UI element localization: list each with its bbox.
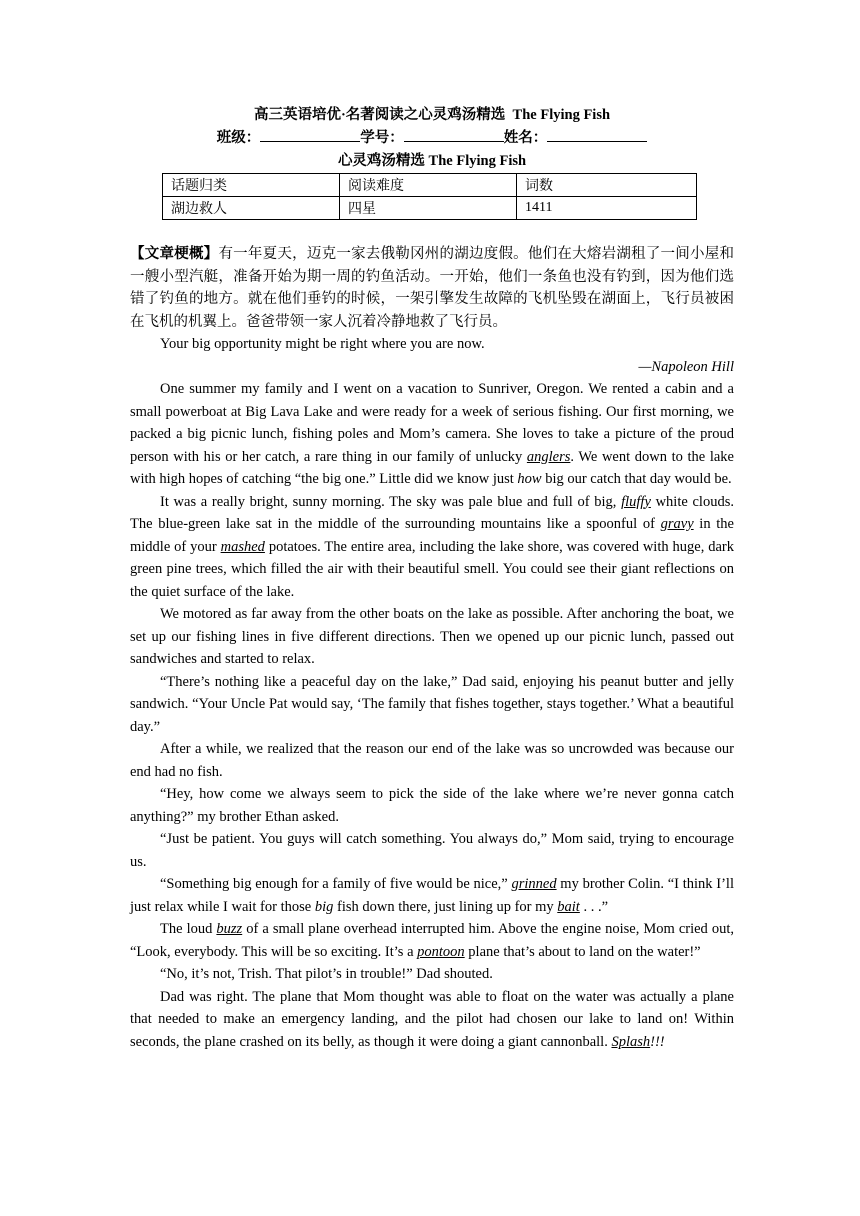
paragraph: The loud buzz of a small plane overhead interrupted him. Above the engine noise, Mom cried out, “Look, everybody. This will be so exciting. It’s a pontoon plane that’s about to land on the water!” — [130, 921, 734, 960]
table-header-cell: 阅读难度 — [340, 174, 517, 197]
paragraph: “Something big enough for a family of five would be nice,” grinned my brother Colin. “I think I’ll just relax while I wait for those big fish down there, just lining up for my bait . . .” — [130, 876, 734, 915]
table-header-cell: 词数 — [517, 174, 697, 197]
student-info-line — [130, 127, 734, 150]
table-row — [163, 174, 697, 197]
vocab-word: mashed — [220, 538, 265, 555]
epigraph-attribution: —Napoleon Hill — [638, 358, 734, 375]
paragraph: We motored as far away from the other boats on the lake as possible. After anchoring the boat, we set up our fishing lines in five different directions. Then we opened up our picnic lunch, passed out sandwiches and started to relax. — [130, 606, 734, 667]
id-label: 学号： — [360, 130, 404, 146]
paragraph: After a while, we realized that the reason our end of the lake was so uncrowded was because our end had no fish. — [130, 741, 734, 780]
table-cell: 湖边救人 — [163, 197, 340, 220]
table-row — [163, 197, 697, 220]
class-label: 班级： — [216, 130, 261, 146]
vocab-word: Splash — [611, 1033, 651, 1050]
paragraph: “No, it’s not, Trish. That pilot’s in trouble!” Dad shouted. — [160, 966, 493, 982]
table-header-cell: 话题归类 — [163, 174, 340, 197]
name-blank[interactable] — [547, 127, 647, 142]
table-cell: 四星 — [340, 197, 517, 220]
summary-label: 【文章梗概】 — [130, 246, 219, 262]
paragraph: “There’s nothing like a peaceful day on the lake,” Dad said, enjoying his peanut butter and jelly sandwich. “Your Uncle Pat would say, ‘The family that fishes together, stays together.’ What a beautiful day.” — [130, 673, 734, 735]
paragraph: One summer my family and I went on a vacation to Sunriver, Oregon. We rented a cabin and a small powerboat at Big Lava Lake and were ready for a week of serious fishing. Our first morning, we packed a big picnic lunch, fishing poles and Mom’s camera. She loves to take a picture of the proud person with his or her catch, a rare thing in our family of unlucky anglers. We went down to the lake with high hopes of catching “the big one.” Little did we know just how big our catch that day would be. — [130, 381, 734, 487]
emphasis-word: big — [314, 898, 334, 915]
vocab-word: fluffy — [621, 493, 651, 510]
class-blank[interactable] — [260, 127, 360, 142]
document-title — [130, 104, 734, 127]
vocab-word: anglers — [526, 448, 571, 465]
vocab-word: gravy — [660, 516, 694, 532]
paragraph: Dad was right. The plane that Mom thought was able to float on the water was actually a plane that needed to make an emergency landing, and the pilot had chosen our lake to land on! Within seconds, the plane crashed on its belly, as though it were doing a giant cannonball. Splash!!! — [130, 988, 734, 1050]
title-english: The Flying Fish — [512, 107, 611, 123]
paragraph: “Just be patient. You guys will catch something. You always do,” Mom said, trying to encourage us. — [130, 831, 734, 870]
vocab-word: pontoon — [417, 943, 465, 960]
document-page — [130, 104, 734, 1053]
document-subtitle: 心灵鸡汤精选 The Flying Fish — [337, 153, 527, 169]
paragraph: It was a really bright, sunny morning. The sky was pale blue and full of big, fluffy white clouds. The blue-green lake sat in the middle of the surrounding mountains like a spoonful of gravy in the middle of your mashed potatoes. The entire area, including the lake shore, was covered with huge, dark green pine trees, which filled the air with their beautiful smell. You could see their giant reflections on the quiet surface of the lake. — [130, 493, 734, 600]
emphasis-word: how — [517, 471, 542, 487]
epigraph-quote: Your big opportunity might be right where you are now. — [160, 336, 485, 352]
summary-section — [130, 243, 734, 333]
info-table — [162, 173, 697, 220]
table-cell: 1411 — [517, 197, 697, 220]
paragraph: “Hey, how come we always seem to pick the side of the lake where we’re never gonna catch anything?” my brother Ethan asked. — [130, 786, 734, 825]
vocab-word: grinned — [511, 876, 557, 892]
name-label: 姓名： — [503, 130, 548, 146]
summary-text: 有一年夏天，迈克一家去俄勒冈州的湖边度假。他们在大熔岩湖租了一间小屋和一艘小型汽艇，准备开始为期一周的钓鱼活动。一开始，他们一条鱼也没有钓到，因为他们选错了钓鱼的地方。就在他们垂钓的时候，一架引擎发生故障的飞机坠毁在湖面上，飞行员被困在飞机的机翼上。爸爸带领一家人沉着冷静地救了飞行员。 — [130, 246, 735, 330]
title-chinese: 高三英语培优·名著阅读之心灵鸡汤精选 — [253, 107, 506, 123]
vocab-word: buzz — [216, 921, 243, 937]
id-blank[interactable] — [404, 127, 504, 142]
vocab-word: bait — [557, 898, 580, 915]
